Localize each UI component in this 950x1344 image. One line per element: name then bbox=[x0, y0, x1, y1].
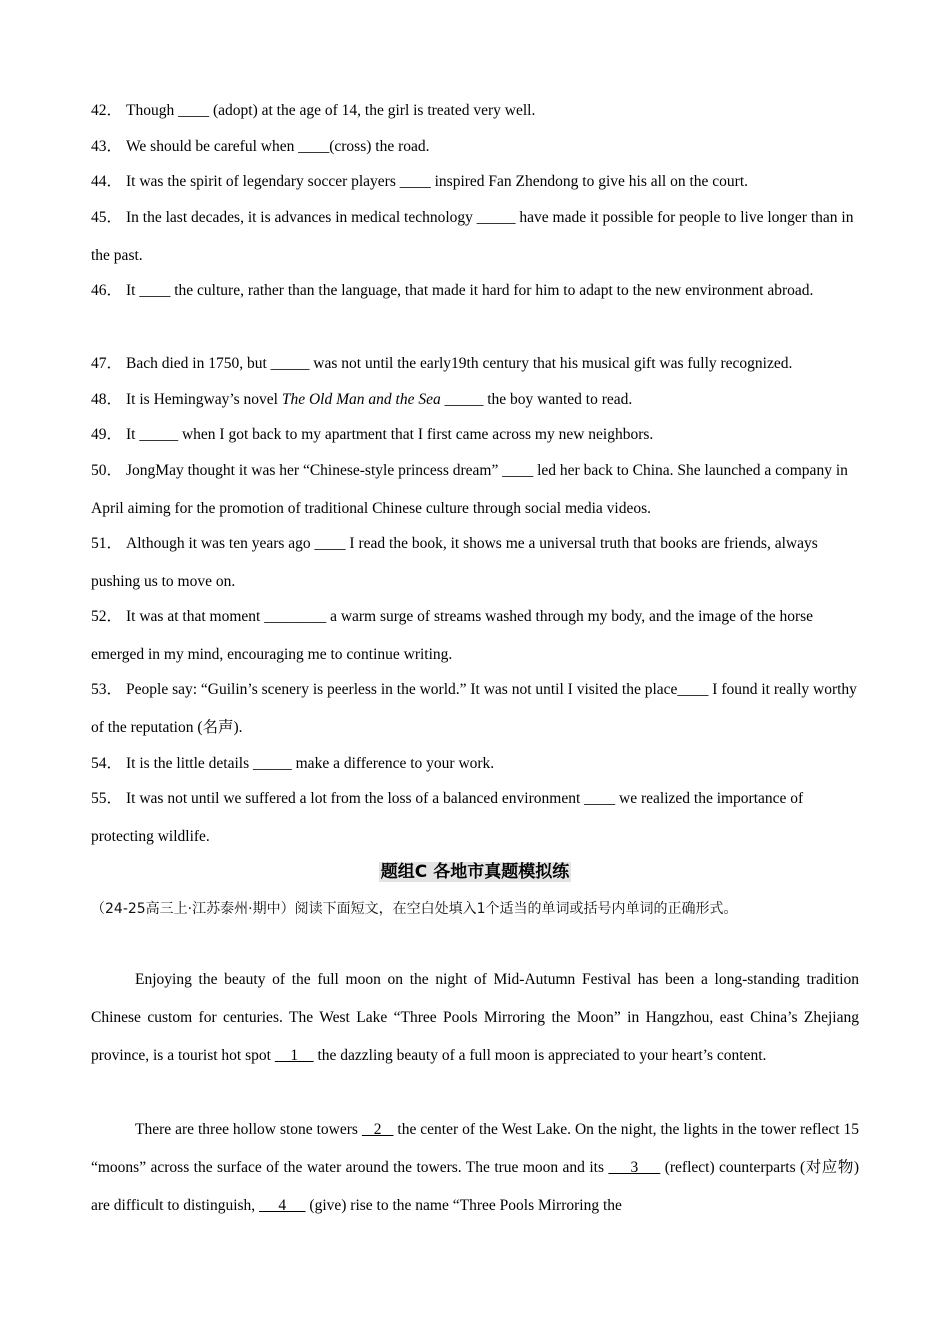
question-48: 48． It is Hemingway’s novel The Old Man and the Sea _____ the boy wanted to read. bbox=[91, 391, 633, 408]
question-49: 49． It _____ when I got back to my apartment that I first came across my new neighbors. bbox=[91, 426, 654, 443]
section-instruction: （24-25高三上·江苏泰州·期中）阅读下面短文，在空白处填入1个适当的单词或括号内单词的正确形式。 bbox=[91, 901, 738, 917]
question-42: 42． Though ____ (adopt) at the age of 14, the girl is treated very well. bbox=[91, 102, 536, 119]
question-55: 55． It was not until we suffered a lot from the loss of a balanced environment ____ we realized the importance of protecting wildlife. bbox=[91, 790, 804, 845]
question-46: 46． It ____ the culture, rather than the language, that made it hard for him to adapt to the new environment abroad. bbox=[91, 282, 814, 299]
question-45: 45． In the last decades, it is advances in medical technology _____ have made it possible for people to live longer than in the past. bbox=[91, 209, 854, 264]
question-54: 54． It is the little details _____ make a difference to your work. bbox=[91, 755, 495, 772]
question-53: 53． People say: “Guilin’s scenery is peerless in the world.” It was not until I visited the place____ I found it really worthy of the reputation (名声). bbox=[91, 681, 857, 736]
blank-3: 3 bbox=[608, 1159, 661, 1176]
question-47: 47． Bach died in 1750, but _____ was not until the early19th century that his musical gift was fully recognized. bbox=[91, 355, 793, 372]
question-43: 43． We should be careful when ____(cross) the road. bbox=[91, 138, 430, 155]
question-52: 52． It was at that moment ________ a warm surge of streams washed through my body, and the image of the horse emerged in my mind, encouraging me to continue writing. bbox=[91, 608, 814, 663]
blank-1: 1 bbox=[274, 1047, 314, 1064]
question-50: 50． JongMay thought it was her “Chinese-style princess dream” ____ led her back to China. She launched a company in April aiming for the promotion of traditional Chinese culture through social media videos. bbox=[91, 462, 848, 517]
passage-paragraph-2: There are three hollow stone towers 2 the center of the West Lake. On the night, the lights in the tower reflect 15 “moons” across the surface of the water around the towers. The true moon and its 3 (reflect) counterparts (对应物) are difficult to distinguish, 4 (give) rise to the name “Three Pools Mirroring the bbox=[91, 1121, 860, 1214]
passage-paragraph-1: Enjoying the beauty of the full moon on the night of Mid-Autumn Festival has been a long-standing tradition Chinese custom for centuries. The West Lake “Three Pools Mirroring the Moon” in Hangzhou, east China’s Zhejiang province, is a tourist hot spot 1 the dazzling beauty of a full moon is appreciated to your heart’s content. bbox=[91, 971, 859, 1064]
question-51: 51． Although it was ten years ago ____ I read the book, it shows me a universal truth that books are friends, always pushing us to move on. bbox=[91, 535, 818, 590]
novel-title: The Old Man and the Sea bbox=[281, 391, 441, 408]
section-heading: 题组C 各地市真题模拟练 bbox=[380, 862, 570, 882]
blank-4: 4 bbox=[259, 1197, 306, 1214]
question-44: 44． It was the spirit of legendary soccer players ____ inspired Fan Zhendong to give his all on the court. bbox=[91, 173, 749, 190]
blank-2: 2 bbox=[361, 1121, 394, 1138]
